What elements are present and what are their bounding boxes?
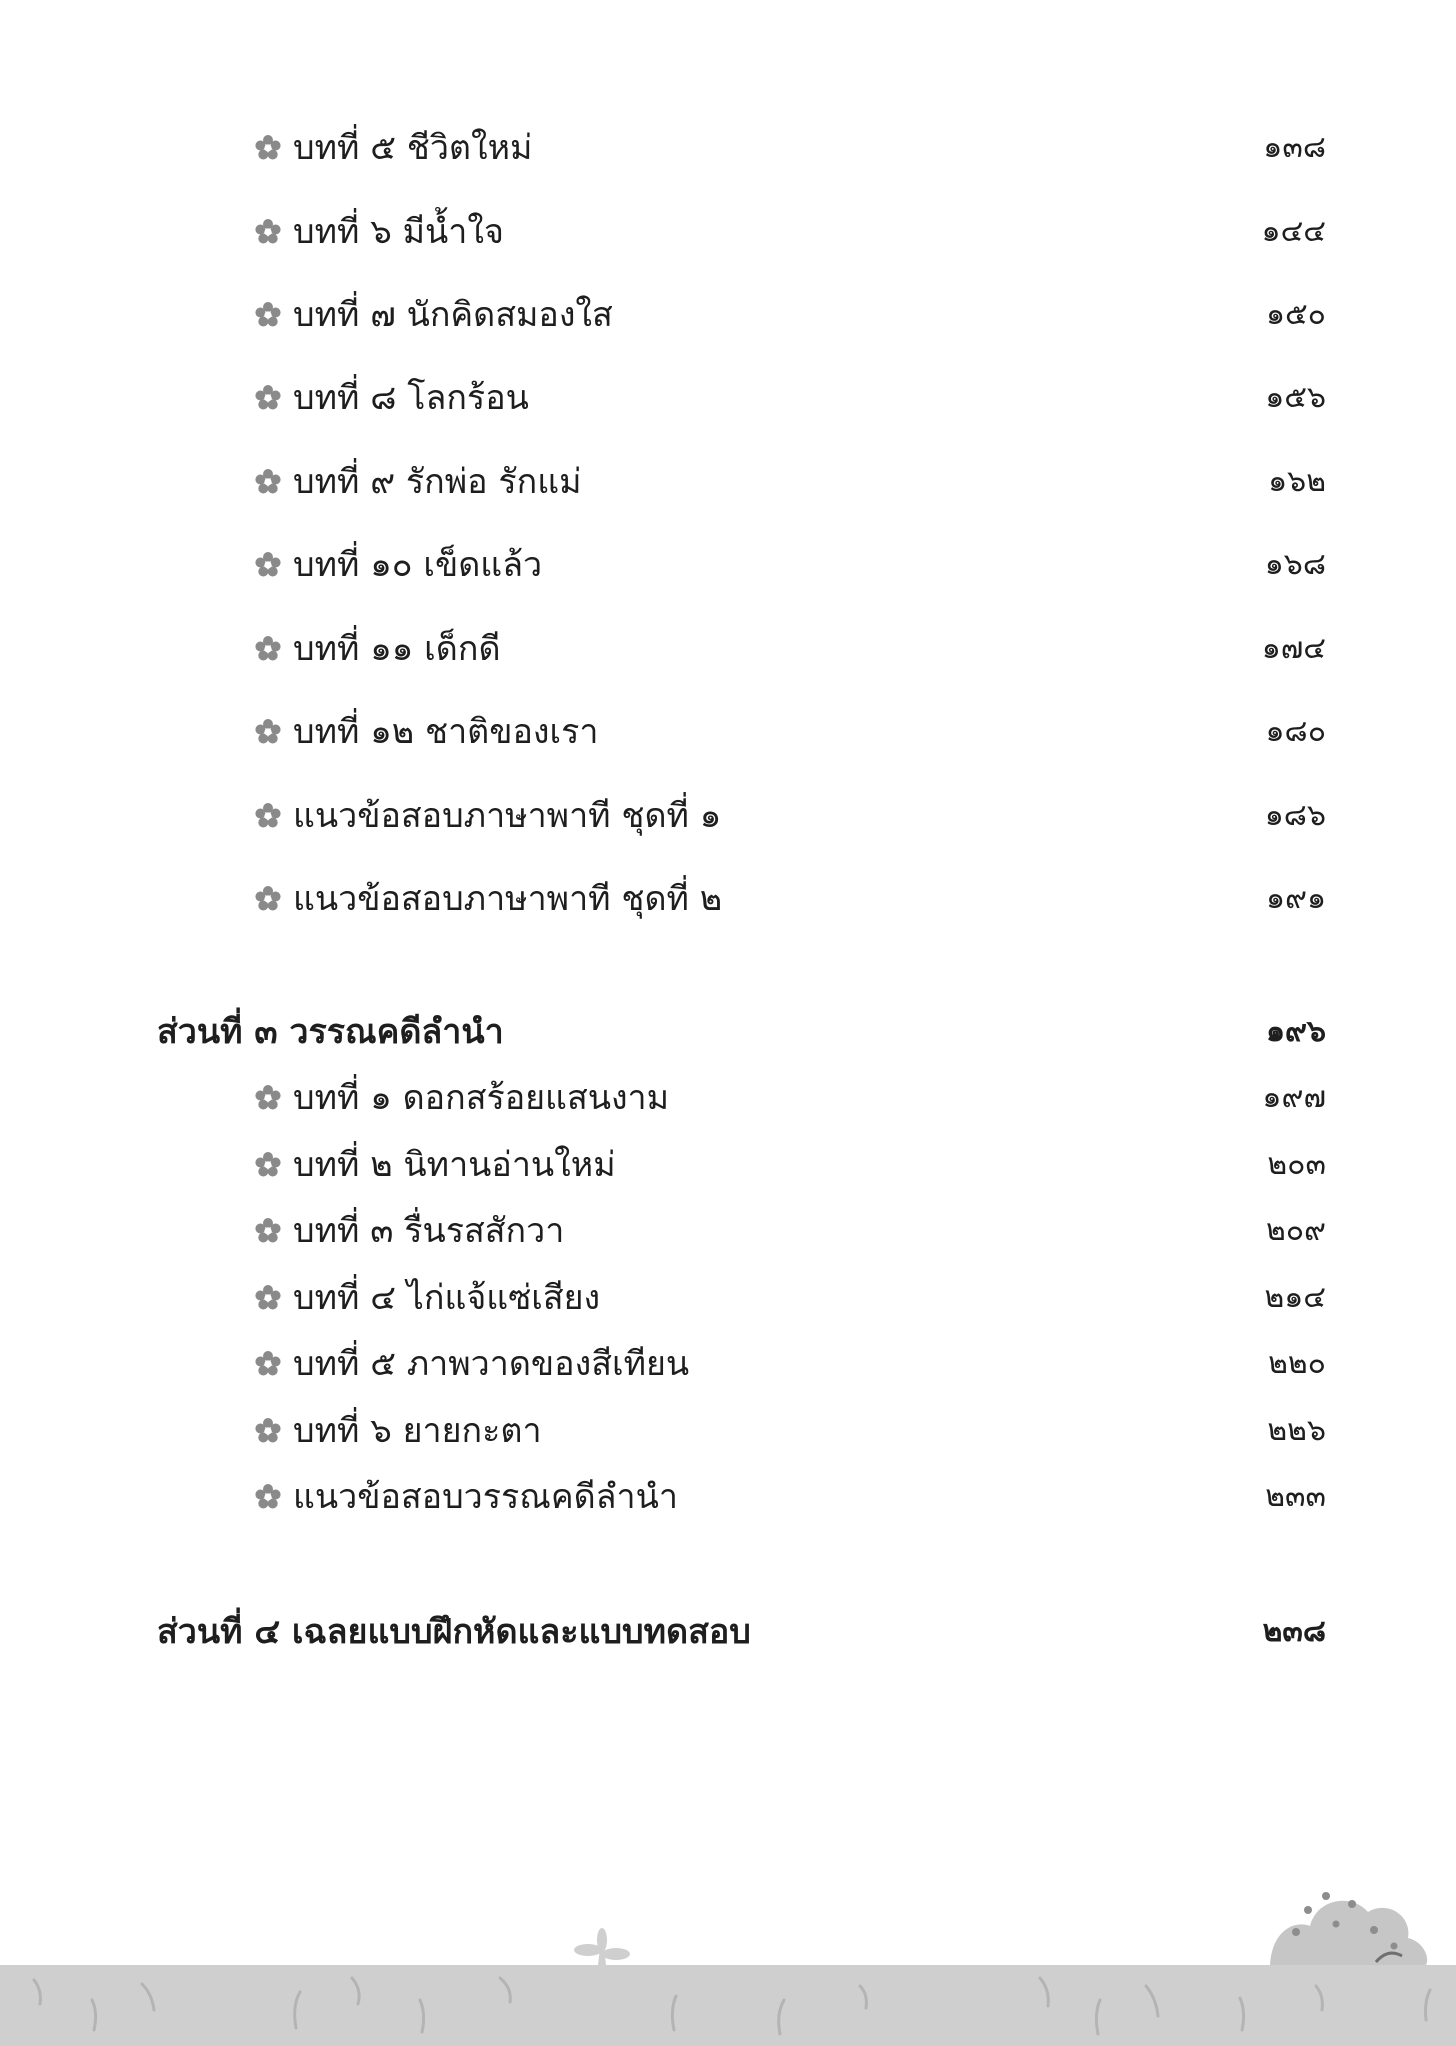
entry-page-number: ๑๖๘	[1264, 547, 1326, 582]
entry-page-number: ๒๒๖	[1267, 1413, 1326, 1448]
sprout-icon	[574, 1928, 630, 1965]
entry-title: บทที่ ๕ ชีวิตใหม่	[293, 128, 533, 168]
entry-page-number: ๑๙๑	[1265, 881, 1326, 916]
entry-page-number: ๑๕๖	[1265, 380, 1326, 415]
flower-bullet-icon	[254, 1217, 282, 1245]
footer-grass-illustration	[0, 1860, 1456, 2046]
entry-page-number: ๒๐๓	[1267, 1147, 1326, 1182]
flower-bullet-icon	[254, 1151, 282, 1179]
entry-title: แนวข้อสอบภาษาพาที ชุดที่ ๑	[293, 796, 722, 836]
entry-page-number: ๑๖๒	[1268, 464, 1326, 499]
toc-entry[interactable]	[0, 1203, 1456, 1259]
entry-page-number: ๒๓๓	[1265, 1479, 1326, 1514]
toc-entry[interactable]	[0, 204, 1456, 260]
section-title: ส่วนที่ ๓ วรรณคดีลำนำ	[157, 1012, 504, 1052]
flower-bullet-icon	[254, 468, 282, 496]
section-title: ส่วนที่ ๔ เฉลยแบบฝึกหัดและแบบทดสอบ	[157, 1612, 751, 1652]
entry-title: บทที่ ๑๐ เข็ดแล้ว	[293, 545, 543, 585]
toc-entry[interactable]	[0, 704, 1456, 760]
entry-page-number: ๑๘๐	[1265, 714, 1326, 749]
entry-title: บทที่ ๑๒ ชาติของเรา	[293, 712, 599, 752]
entry-title: แนวข้อสอบภาษาพาที ชุดที่ ๒	[293, 879, 723, 919]
entry-page-number: ๑๘๖	[1264, 798, 1326, 833]
toc-entry[interactable]	[0, 1137, 1456, 1193]
toc-entry[interactable]	[0, 1070, 1456, 1126]
toc-entry[interactable]	[0, 871, 1456, 927]
entry-title: บทที่ ๗ นักคิดสมองใส	[293, 295, 613, 335]
flower-bullet-icon	[254, 301, 282, 329]
entry-page-number: ๒๑๔	[1264, 1280, 1326, 1315]
footer-grass-band	[0, 1965, 1456, 2046]
entry-title: บทที่ ๕ ภาพวาดของสีเทียน	[293, 1344, 690, 1384]
entry-title: บทที่ ๔ ไก่แจ้แซ่เสียง	[293, 1278, 601, 1318]
entry-title: บทที่ ๙ รักพ่อ รักแม่	[293, 462, 582, 502]
flower-bullet-icon	[254, 1350, 282, 1378]
toc-entry[interactable]	[0, 454, 1456, 510]
section-page-number: ๒๓๘	[1262, 1614, 1326, 1649]
toc-entry[interactable]	[0, 120, 1456, 176]
toc-entry[interactable]	[0, 1469, 1456, 1525]
entry-title: บทที่ ๑ ดอกสร้อยแสนงาม	[293, 1078, 670, 1118]
entry-page-number: ๑๗๔	[1261, 631, 1326, 666]
flower-bullet-icon	[254, 384, 282, 412]
toc-entry[interactable]	[0, 370, 1456, 426]
flower-bullet-icon	[254, 1417, 282, 1445]
toc-entry[interactable]	[0, 1403, 1456, 1459]
toc-entry[interactable]	[0, 1270, 1456, 1326]
entry-page-number: ๑๓๘	[1263, 130, 1326, 165]
toc-entry[interactable]	[0, 287, 1456, 343]
entry-page-number: ๒๒๐	[1268, 1346, 1326, 1381]
entry-title: บทที่ ๓ รื่นรสสักวา	[293, 1211, 565, 1251]
flower-bullet-icon	[254, 802, 282, 830]
flower-bullet-icon	[254, 1284, 282, 1312]
entry-page-number: ๑๔๔	[1261, 214, 1326, 249]
entry-page-number: ๑๕๐	[1265, 297, 1326, 332]
flower-bullet-icon	[254, 134, 282, 162]
toc-entry[interactable]	[0, 1336, 1456, 1392]
flower-bullet-icon	[254, 1483, 282, 1511]
flower-bullet-icon	[254, 218, 282, 246]
toc-entry[interactable]	[0, 537, 1456, 593]
flower-bullet-icon	[254, 551, 282, 579]
entry-page-number: ๑๙๗	[1262, 1080, 1326, 1115]
entry-page-number: ๒๐๙	[1265, 1213, 1326, 1248]
entry-title: แนวข้อสอบวรรณคดีลำนำ	[293, 1477, 678, 1517]
entry-title: บทที่ ๒ นิทานอ่านใหม่	[293, 1145, 616, 1185]
flower-bullet-icon	[254, 885, 282, 913]
entry-title: บทที่ ๖ ยายกะตา	[293, 1411, 542, 1451]
flower-bullet-icon	[254, 718, 282, 746]
flower-bullet-icon	[254, 635, 282, 663]
toc-entry[interactable]	[0, 621, 1456, 677]
section-heading[interactable]	[0, 1004, 1456, 1060]
entry-title: บทที่ ๖ มีน้ำใจ	[293, 212, 504, 252]
bush-icon	[1270, 1892, 1427, 1965]
entry-title: บทที่ ๑๑ เด็กดี	[293, 629, 501, 669]
section-heading[interactable]	[0, 1604, 1456, 1660]
toc-entry[interactable]	[0, 788, 1456, 844]
section-page-number: ๑๙๖	[1265, 1014, 1326, 1049]
flower-bullet-icon	[254, 1084, 282, 1112]
entry-title: บทที่ ๘ โลกร้อน	[293, 378, 529, 418]
